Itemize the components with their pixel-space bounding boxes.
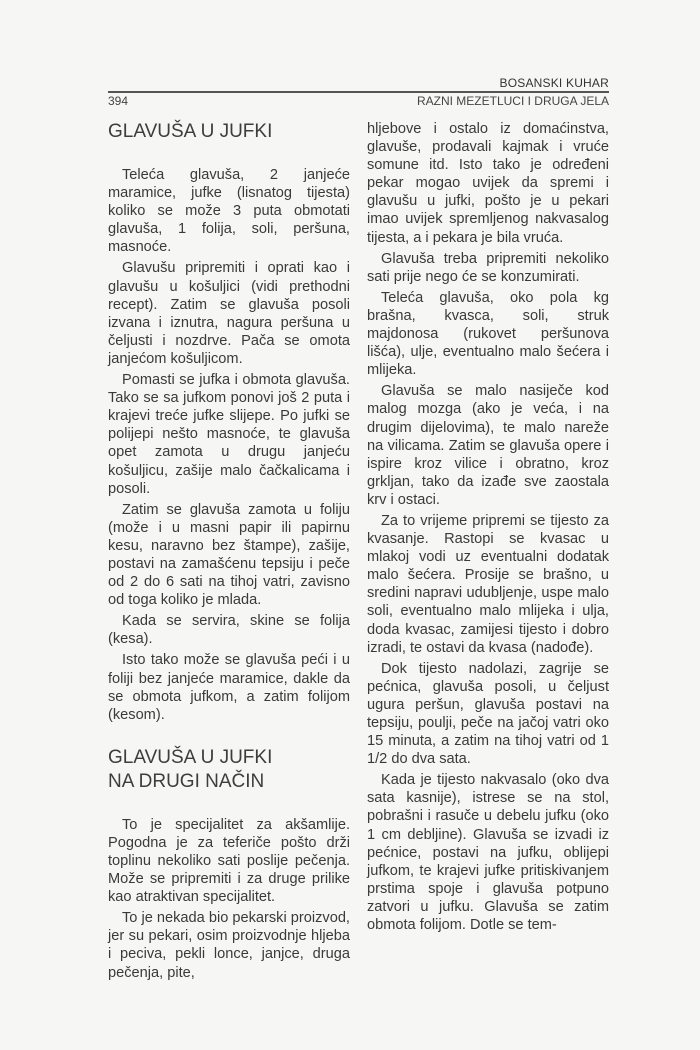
right-column bbox=[367, 120, 609, 937]
book-title: BOSANSKI KUHAR bbox=[499, 76, 609, 90]
body-paragraph: Glavuša se malo nasiječe kod malog mozga (ako je veća, i na drugim dijelovima), te malo nareže na vilicama. Zatim se glavuša opere i ispire kroz vilice i obratno, kroz grkljan, tako da izađe sve zaostala krv i ostaci. bbox=[367, 383, 609, 508]
body-paragraph: To je specijalitet za akšamlije. Pogodna je za teferiče pošto drži toplinu nekoliko sati poslije pečenja. Može se pripremiti i za druge prilike kao atraktivan specijalitet. bbox=[108, 816, 350, 906]
page-number: 394 bbox=[108, 94, 129, 108]
header-row bbox=[108, 94, 609, 108]
recipe-title: GLAVUŠA U JUFKI bbox=[108, 121, 273, 142]
body-paragraph: Glavuša treba pripremiti nekoliko sati prije nego će se konzumirati. bbox=[367, 250, 609, 285]
body-paragraph: Pomasti se jufka i obmota glavuša. Tako se sa jufkom ponovi još 2 puta i krajevi treće jufke slijepe. Po jufki se polijepi nešto masnoće, te glavuša opet zamota u drugu janjeću košuljicu, zašije malo čačkalicama i posoli. bbox=[108, 372, 350, 497]
ingredients-paragraph: Teleća glavuša, oko pola kg brašna, kvasca, soli, struk majdonosa (rukovet peršunova lišća), ulje, eventualno malo šećera i mlijeka. bbox=[367, 289, 609, 379]
body-paragraph: Glavušu pripremiti i oprati kao i glavušu u košuljici (vidi prethodni recept). Zatim se glavuša posoli izvana i iznutra, nagura peršuna u čeljusti i nozdrve. Pača se omota janjećom košuljicom. bbox=[108, 260, 350, 367]
body-paragraph: Isto tako može se glavuša peći i u foliji bez janjeće maramice, dakle da se obmota jufkom, a zatim folijom (kesom). bbox=[108, 652, 350, 723]
body-paragraph: Za to vrijeme pripremi se tijesto za kvasanje. Rastopi se kvasac u mlakoj vodi uz eventualni dodatak malo šećera. Prosije se brašno, u sredini napravi udubljenje, uspe malo soli, eventualno malo mlijeka i ulja, doda kvasac, zamijesi tijesto i dobro izradi, te ostavi da kvasa (nadođe). bbox=[367, 512, 609, 656]
body-paragraph: Kada se servira, skine se folija (kesa). bbox=[108, 613, 350, 648]
left-column bbox=[108, 120, 350, 985]
body-paragraph: To je nekada bio pekarski proizvod, jer su pekari, osim proizvodnje hljeba i peciva, pekli lonce, janjce, druga pečenja, pite, bbox=[108, 910, 350, 981]
running-header bbox=[108, 76, 609, 108]
body-paragraph: Dok tijesto nadolazi, zagrije se pećnica, glavuša posoli, u čeljust ugura peršun, glavuša postavi na tepsiju, poulji, peče na jačoj vatri oko 15 minuta, a zatim na tihoj vatri od 1 1/2 do dva sata. bbox=[367, 660, 609, 768]
chapter-title: RAZNI MEZETLUCI I DRUGA JELA bbox=[416, 94, 609, 108]
body-paragraph: Zatim se glavuša zamota u foliju (može i u masni papir ili papirnu kesu, naravno bez štampe), zašije, postavi na zamašćenu tepsiju i peče od 2 do 6 sati na tihoj vatri, zavisno od toga koliko je mlada. bbox=[108, 501, 350, 609]
body-paragraph: Kada je tijesto nakvasalo (oko dva sata kasnije), istrese se na stol, pobrašni i rasuče u debelu jufku (oko 1 cm debljine). Glavuša se izvadi iz pećnice, postavi na jufku, oblijepi jufkom, te krajevi jufke pritiskivanjem prstima spoje i glavuša potpuno zatvori u jufku. Glavuša se zatim obmota folijom. Dotle se tem- bbox=[367, 772, 609, 934]
recipe-title-line: GLAVUŠA U JUFKI bbox=[108, 746, 273, 768]
body-paragraph-continued: hljebove i ostalo iz domaćinstva, glavuše, prodavali kajmak i vruće somune itd. Isto tako je određeni pekar mogao uvijek da spremi i glavušu u jufki, pošto je u pekari imao uvijek spremljenog nakvasalog tijesta, a i pekara je bila vruća. bbox=[367, 121, 609, 246]
recipe-title-line: NA DRUGI NAČIN bbox=[108, 770, 265, 792]
header-rule bbox=[108, 91, 609, 93]
recipe-title-2 bbox=[108, 746, 350, 794]
ingredients-paragraph: Teleća glavuša, 2 janjeće maramice, jufke (lisnatog tijesta) koliko se može 3 puta obmotati glavuša, 1 folija, soli, peršuna, masnoće. bbox=[108, 167, 350, 256]
